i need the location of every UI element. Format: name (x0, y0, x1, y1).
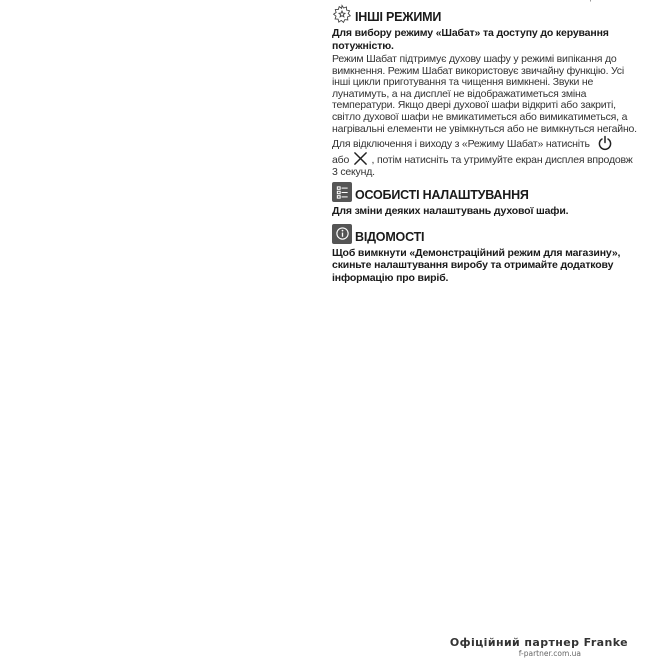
other-modes-heading (332, 4, 640, 24)
info-lead: Щоб вимкнути «Демонстраційний режим для магазину», скиньте налаштування виробу та отримайте додаткову інформацію про виріб. (332, 246, 621, 284)
info-title: ВІДОМОСТІ (355, 229, 425, 244)
close-icon (353, 151, 368, 166)
footer-url[interactable]: f-partner.com.ua (518, 649, 581, 658)
exit-text-part2: або (332, 154, 350, 167)
info-heading (332, 224, 640, 244)
exit-text-part3: , потім натисніть та утримуйте екран дисплея впродовж 3 секунд. (332, 154, 633, 178)
personal-settings-lead: Для зміни деяких налаштувань духової шафи. (332, 205, 569, 218)
other-modes-body: Режим Шабат підтримує духову шафу у режимі випікання до вимкнення. Режим Шабат використовує звичайну функцію. Усі інші цикли приготування та чищення вимкнені. Звуки не лунатимуть, а на дисплеї не відображатиметься зміна температури. Якщо двері духової шафи відкриті або закриті, світло духової шафи не вмикатиметься або вимикатиметься, а нагрівальні елементи не увімкнуться або не вимкнуться негайно. (332, 53, 637, 135)
settings-list-icon (332, 182, 352, 202)
other-modes-title: ІНШІ РЕЖИМИ (355, 10, 442, 24)
info-icon (332, 224, 352, 244)
corner-mark: ' (590, 0, 592, 7)
personal-settings-heading (332, 182, 640, 202)
gear-star-icon (332, 4, 352, 24)
personal-settings-title: ОСОБИСТІ НАЛАШТУВАННЯ (355, 188, 529, 203)
other-modes-exit-instructions (332, 135, 640, 178)
other-modes-lead: Для вибору режиму «Шабат» та доступу до керування потужністю. (332, 27, 609, 52)
content-column (332, 4, 640, 286)
power-icon (597, 135, 613, 151)
exit-text-part1: Для відключення і виходу з «Режиму Шабат» натисніть (332, 138, 590, 151)
footer-brand: Офіційний партнер Franke (449, 636, 628, 649)
